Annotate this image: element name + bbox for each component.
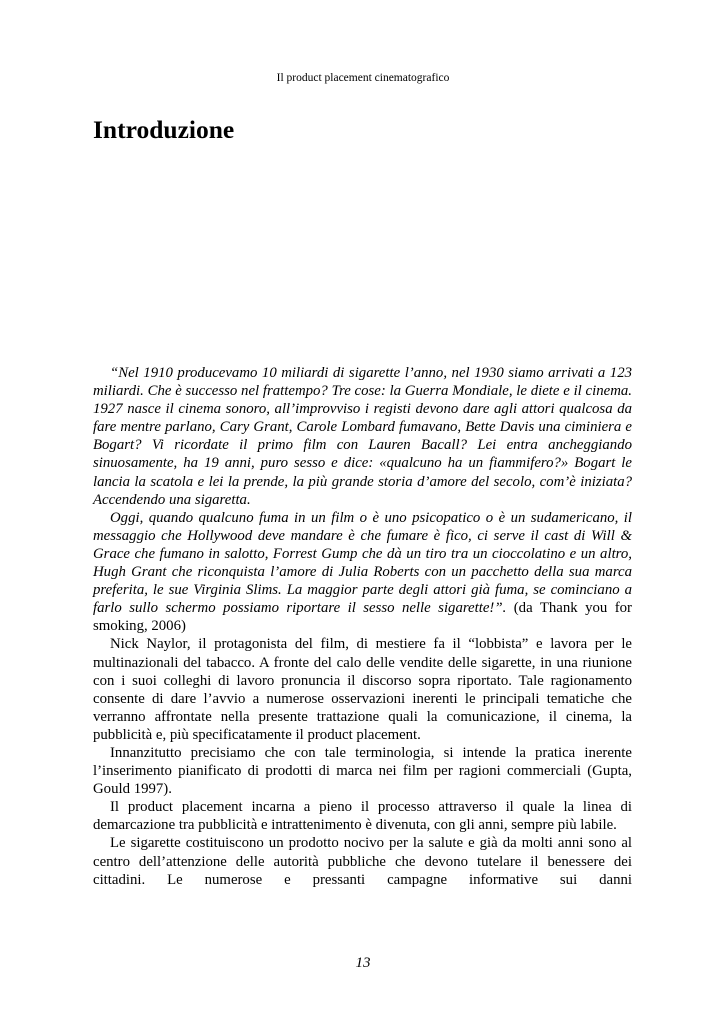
quote-paragraph-1: “Nel 1910 producevamo 10 miliardi di sigarette l’anno, nel 1930 siamo arrivati a 123 miliardi. Che è successo nel frattempo? Tre cose: la Guerra Mondiale, le diete e il cinema. 1927 nasce il cinema sonoro, all’improvviso i registi devono dare agli attori qualcosa da fare mentre parlano, Cary Grant, Carole Lombard fumavano, Bette Davis una ciminiera e Bogart? Vi ricordate il primo film con Lauren Bacall? Lei entra ancheggiando sinuosamente, ha 19 anni, puro sesso e dice: «qualcuno ha un fiammifero?» Bogart le lancia la scatola e lei la prende, la più grande storia d’amore del secolo, com’è iniziata? Accendendo una sigaretta. [93, 365, 632, 508]
paragraph-cigarettes: Le sigarette costituiscono un prodotto nocivo per la salute e già da molti anni sono al centro dell’attenzione delle autorità pubbliche che devono tutelare il benessere dei cittadini. Le numerose e pressanti campagne informative sui danni [93, 835, 632, 888]
chapter-title: Introduzione [93, 115, 235, 144]
page-number: 13 [355, 955, 371, 971]
body-text [93, 364, 632, 889]
quote-text: Oggi, quando qualcuno fuma in un film o è uno psicopatico o è un sudamericano, il messaggio che Hollywood deve mandare è che fumare è fico, ci serve il cast di Will & Grace che fumano in salotto, Forrest Gump che dà un tiro tra un cioccolatino e un altro, Hugh Grant che riconquista l’amore di Julia Roberts con un pacchetto della sua marca preferita, le sue Virginia Slims. La maggior parte degli attori già fuma, se cominciano a farlo sullo schermo possiamo riportare il sesso nelle sigarette!”. [93, 509, 632, 617]
running-header: Il product placement cinematografico [276, 72, 450, 84]
quote-paragraph-2 [93, 509, 632, 636]
paragraph-protagonist: Nick Naylor, il protagonista del film, di mestiere fa il “lobbista” e lavora per le multinazionali del tabacco. A fronte del calo delle vendite delle sigarette, in una riunione con i suoi colleghi di lavoro pronuncia il discorso sopra riportato. Tale ragionamento consente di dare l’avvio a numerose osservazioni inerenti le principali tematiche che verranno affrontate nella presente trattazione quali la comunicazione, il cinema, la pubblicità e, più specificatamente il product placement. [93, 636, 632, 743]
paragraph-process: Il product placement incarna a pieno il processo attraverso il quale la linea di demarcazione tra pubblicità e intrattenimento è divenuta, con gli anni, sempre più labile. [93, 799, 632, 834]
quote-source: (da Thank you for smoking, 2006) [93, 600, 632, 635]
paragraph-definition: Innanzitutto precisiamo che con tale terminologia, si intende la pratica inerente l’inserimento pianificato di prodotti di marca nei film per ragioni commerciali (Gupta, Gould 1997). [93, 744, 632, 798]
